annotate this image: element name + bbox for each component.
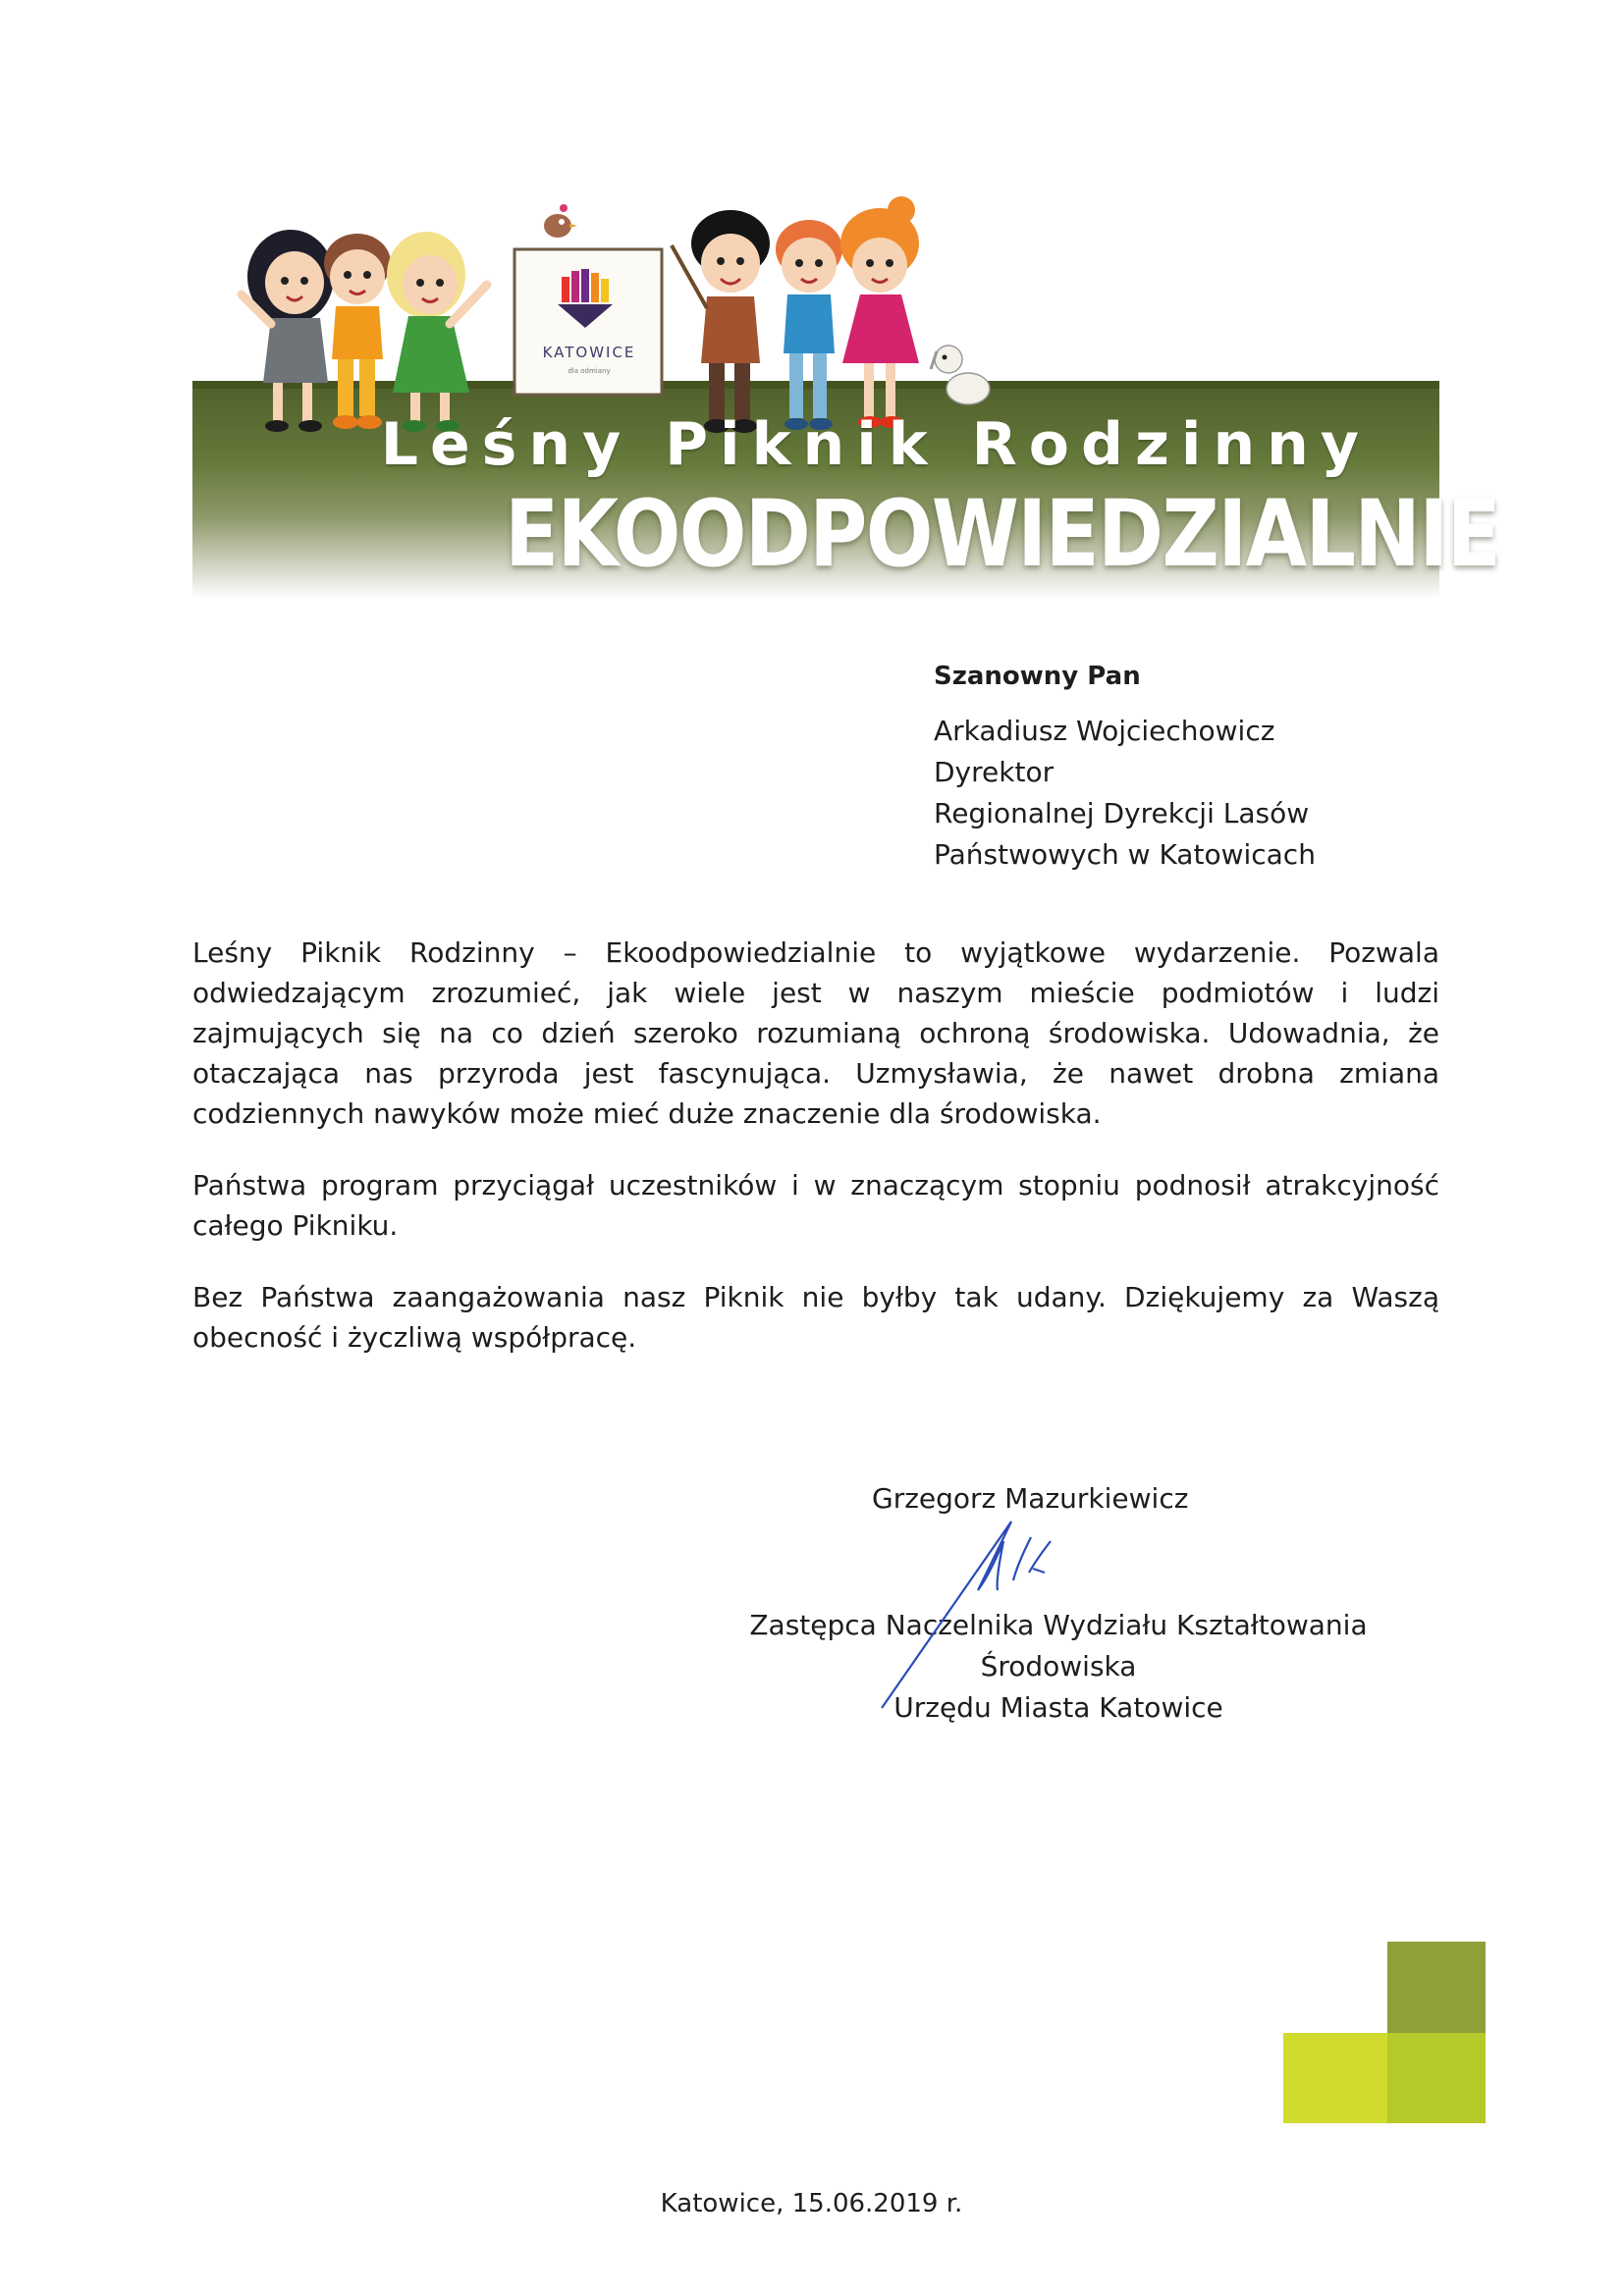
banner-title-line1: Leśny Piknik Rodzinny [380,410,1371,479]
header-banner [192,187,1500,599]
recipient-name: Arkadiusz Wojciechowicz [934,715,1275,747]
logo-text: KATOWICE [542,344,636,361]
signer-title-line1: Zastępca Naczelnika Wydziału Kształtowania Środowiska [749,1609,1368,1682]
logo-subtext: dla odmiany [568,367,611,375]
decor-square-mid [1387,2033,1486,2123]
child-figure-1 [242,230,334,432]
banner-title-line2: EKOODPOWIEDZIALNIE [505,481,1500,588]
child-figure-3 [387,232,487,432]
children-illustration [192,187,1439,442]
recipient-position: Dyrektor [934,756,1055,788]
child-figure-5 [776,220,842,430]
handwritten-signature [864,1502,1119,1718]
greeting: Szanowny Pan [934,662,1141,691]
recipient-organization-line1: Regionalnej Dyrekcji Lasów [934,797,1310,829]
recipient-organization-line2: Państwowych w Katowicach [934,838,1316,871]
letter-body [192,933,1439,1389]
child-figure-4 [672,210,770,433]
dog-icon [931,346,990,404]
signer-title-line2: Urzędu Miasta Katowice [893,1691,1223,1724]
place-and-date: Katowice, 15.06.2019 r. [660,2189,963,2218]
body-paragraph-3: Bez Państwa zaangażowania nasz Piknik nie byłby tak udany. Dziękujemy za Waszą obecność i życzliwą współpracę. [192,1281,1439,1354]
katowice-logo-board [514,249,662,395]
child-figure-6 [840,196,919,428]
bird-icon [544,204,577,238]
signer-name: Grzegorz Mazurkiewicz [872,1482,1189,1515]
decor-square-dark [1387,1942,1486,2033]
child-figure-2 [324,234,391,429]
recipient-block [934,656,1316,876]
body-paragraph-1: Leśny Piknik Rodzinny – Ekoodpowiedzialnie to wyjątkowe wydarzenie. Pozwala odwiedzającym zrozumieć, jak wiele jest w naszym mieście podmiotów i ludzi zajmujących się na co dzień szeroko rozumianą ochroną środowiska. Udowadnia, że otaczająca nas przyroda jest fascynująca. Uzmysławia, że nawet drobna zmiana codziennych nawyków może mieć duże znaczenie dla środowiska. [192,936,1439,1130]
decor-square-light [1283,2033,1387,2123]
body-paragraph-2: Państwa program przyciągał uczestników i w znaczącym stopniu podnosił atrakcyjność całego Pikniku. [192,1169,1439,1242]
